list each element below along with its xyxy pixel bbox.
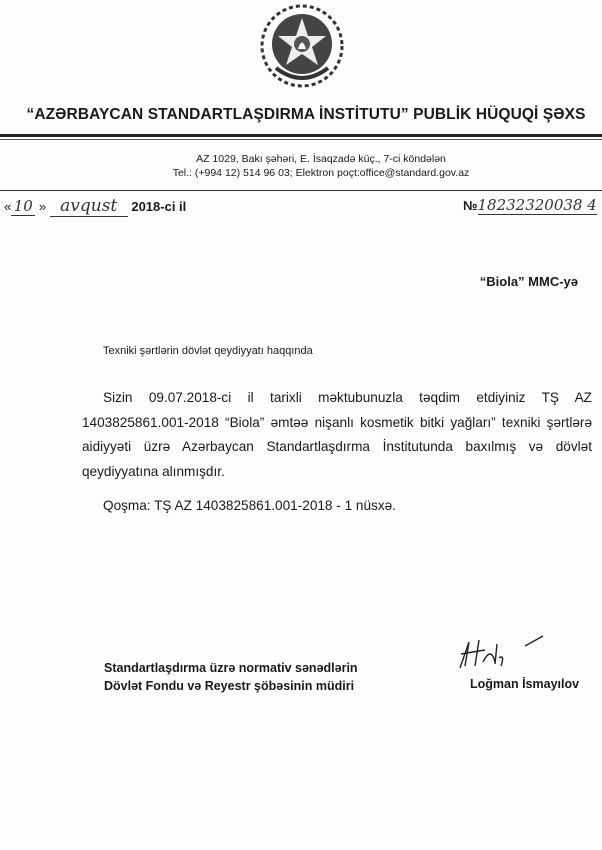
date-year: 2018-ci il bbox=[131, 199, 187, 214]
signatory-position: Standartlaşdırma üzrə normativ sənədlərin Dövlət Fondu və Reyestr şöbəsinin müdiri bbox=[104, 661, 358, 693]
letter-body bbox=[82, 386, 592, 519]
subject: Texniki şərtlərin dövlət qeydiyyatı haqqında bbox=[103, 345, 313, 357]
address-divider bbox=[0, 190, 602, 191]
letter-date: « 10 » avqust 2018-ci il bbox=[4, 196, 187, 216]
body-paragraph: Sizin 09.07.2018-ci il tarixli məktubunuzla təqdim etdiyiniz TŞ AZ 1403825861.001-2018 “Biola” əmtəə nişanlı kosmetik bitki yağları” texniki şərtlərə aidiyyəti üzrə Azərbaycan Standartlaşdırma İnstitutunda baxılmış və dövlət qeydiyyatına alınmışdır. bbox=[82, 390, 592, 479]
date-day: 10 bbox=[11, 197, 35, 216]
header-divider bbox=[0, 134, 602, 137]
address: AZ 1029, Bakı şəhəri, E. İsaqzadə küç., 7-ci köndələn bbox=[196, 153, 446, 165]
date-month: avqust bbox=[50, 196, 128, 217]
recipient: “Biola” MMC-yə bbox=[479, 274, 578, 289]
contact-info: Tel.: (+994 12) 514 96 03; Elektron poçt:office@standard.gov.az bbox=[172, 167, 470, 179]
state-emblem-icon bbox=[258, 2, 346, 90]
signatory-name: Loğman İsmayılov bbox=[470, 677, 580, 691]
letter-number: №18232320038 4 bbox=[463, 196, 597, 214]
header-divider-thin bbox=[0, 139, 602, 140]
institution-title: “AZƏRBAYCAN STANDARTLAŞDIRMA İNSTİTUTU” PUBLİK HÜQUQİ ŞƏXS bbox=[26, 106, 586, 123]
attachment-line: Qoşma: TŞ AZ 1403825861.001-2018 - 1 nüsxə. bbox=[103, 498, 396, 513]
handwritten-signature bbox=[455, 632, 550, 674]
